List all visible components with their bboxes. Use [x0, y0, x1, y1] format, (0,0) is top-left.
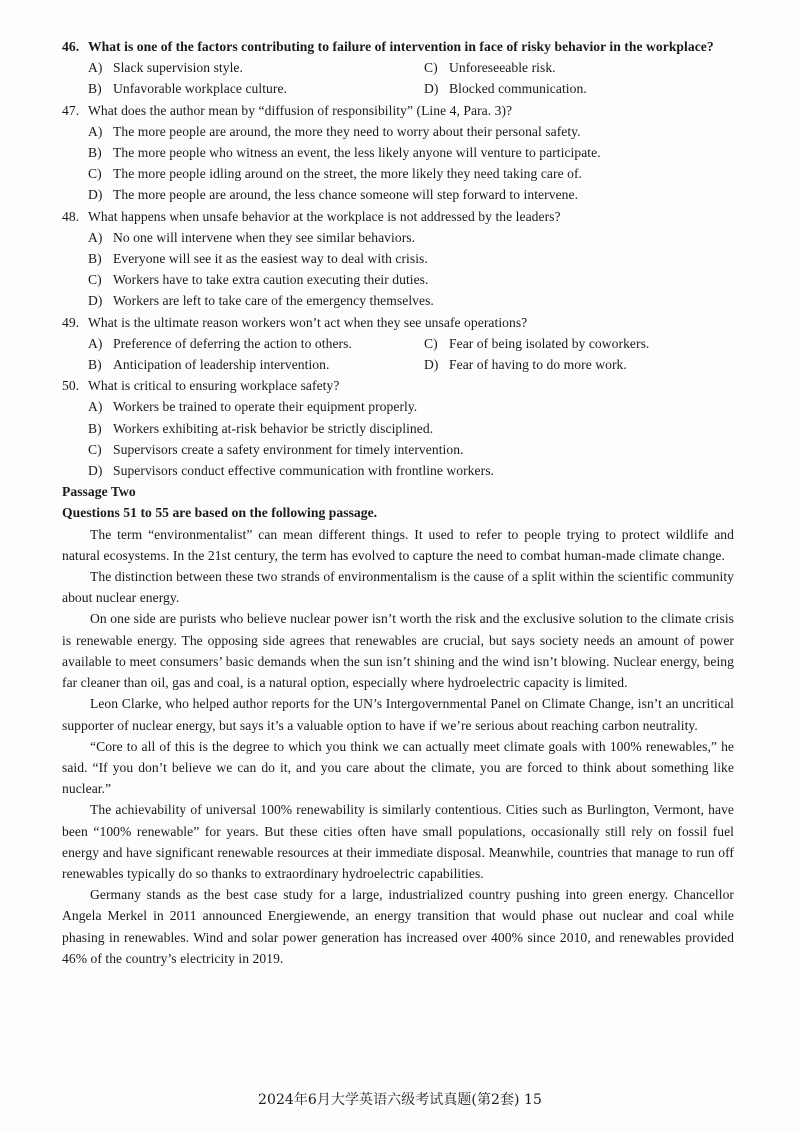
option-letter: B)	[88, 420, 102, 436]
option-text: The more people idling around on the street, the more likely they need taking care of.	[113, 166, 582, 182]
option-letter: D)	[424, 357, 439, 373]
option-text: Preference of deferring the action to others.	[113, 335, 352, 351]
option-text: Unforeseeable risk.	[449, 60, 556, 76]
question-46-option-b	[88, 78, 424, 99]
question-49-option-c	[424, 333, 760, 354]
option-text: No one will intervene when they see similar behaviors.	[113, 229, 416, 245]
option-letter: D)	[424, 81, 439, 97]
question-49-number: 49.	[62, 314, 80, 330]
passage-paragraph-5: “Core to all of this is the degree to which you think we can actually meet climate goals with 100% renewables,” he said. “If you don’t believe we can do it, and you care about the climate, you are forced to think about something like nuclear.”	[62, 738, 734, 797]
option-text: Blocked communication.	[449, 81, 587, 97]
option-letter: A)	[88, 399, 103, 415]
question-47-option-d	[88, 184, 734, 205]
option-letter: D)	[88, 187, 103, 203]
question-48-option-b	[88, 248, 734, 269]
option-text: Slack supervision style.	[113, 60, 243, 76]
passage-paragraph-3: On one side are purists who believe nuclear power isn’t worth the risk and the exclusive solution to the climate crisis is renewable energy. The opposing side agrees that renewables are crucial, but says society needs an amount of power available to meet consumers’ basic demands when the sun isn’t shining and the wind isn’t blowing. Nuclear energy, being far cleaner than oil, gas and coal, is a natural option, especially where hydroelectric capacity is limited.	[62, 611, 734, 691]
passage-paragraph-6: The achievability of universal 100% renewability is similarly contentious. Cities such as Burlington, Vermont, have been “100% renewable” for years. But these cities often have small populations, occasionally still rely on fossil fuel energy and have significant renewable resources at their immediate disposal. Meanwhile, countries that manage to run off renewables typically do so thanks to extraordinary hydroelectric capabilities.	[62, 802, 734, 881]
passage-paragraph-2: The distinction between these two strands of environmentalism is the cause of a split within the scientific community about nuclear energy.	[62, 569, 734, 606]
question-49-option-b	[88, 354, 424, 375]
option-letter: C)	[424, 60, 438, 76]
question-48-option-c	[88, 269, 734, 290]
question-50	[62, 375, 734, 481]
passage-body	[62, 524, 734, 969]
question-49-option-a	[88, 333, 424, 354]
question-46-number: 46.	[62, 39, 80, 54]
page-footer: 2024年6月大学英语六级考试真题(第2套) 15	[258, 1092, 542, 1108]
question-49	[62, 312, 734, 376]
option-text: Everyone will see it as the easiest way to deal with crisis.	[113, 251, 428, 267]
passage-title: Passage Two	[62, 484, 136, 500]
option-letter: B)	[88, 145, 102, 161]
question-50-options	[88, 396, 734, 481]
passage-paragraph-7: Germany stands as the best case study for a large, industrialized country pushing into green energy. Chancellor Angela Merkel in 2011 announced Energiewende, an energy transition that would phase out nuclear and coal while phasing in renewables. Wind and solar power generation has increased over 400% since 2010, and renewables provided 46% of the country’s electricity in 2019.	[62, 887, 734, 966]
option-text: The more people who witness an event, the less likely anyone will venture to participate.	[113, 145, 601, 161]
option-text: Fear of having to do more work.	[449, 357, 627, 373]
question-48-number: 48.	[62, 208, 80, 224]
question-48-option-a	[88, 227, 734, 248]
question-50-option-a	[88, 396, 734, 417]
question-47-stem	[62, 100, 734, 121]
option-text: The more people are around, the more they need to worry about their personal safety.	[113, 123, 581, 139]
question-49-text: What is the ultimate reason workers won’t act when they see unsafe operations?	[88, 314, 528, 330]
option-text: Workers are left to take care of the emergency themselves.	[113, 293, 434, 309]
question-48-stem	[62, 206, 734, 227]
option-letter: B)	[88, 251, 102, 267]
passage-paragraph-1: The term “environmentalist” can mean different things. It used to refer to people trying to protect wildlife and natural ecosystems. In the 21st century, the term has evolved to capture the need to combat human-made climate change.	[62, 526, 734, 563]
option-text: Fear of being isolated by coworkers.	[449, 335, 650, 351]
question-50-text: What is critical to ensuring workplace safety?	[88, 378, 340, 394]
question-47-text: What does the author mean by “diffusion of responsibility” (Line 4, Para. 3)?	[88, 102, 513, 118]
question-46-option-c	[424, 57, 760, 78]
option-text: Workers exhibiting at-risk behavior be strictly disciplined.	[113, 420, 434, 436]
option-letter: D)	[88, 293, 103, 309]
option-text: Workers have to take extra caution executing their duties.	[113, 272, 429, 288]
question-49-stem	[62, 312, 734, 333]
question-50-option-b	[88, 418, 734, 439]
option-text: Anticipation of leadership intervention.	[113, 357, 330, 373]
option-letter: A)	[88, 60, 103, 76]
passage-paragraph-4: Leon Clarke, who helped author reports for the UN’s Intergovernmental Panel on Climate Change, isn’t an uncritical supporter of nuclear energy, but says it’s a valuable option to have if we’re serious about reaching carbon neutrality.	[62, 696, 734, 733]
option-text: The more people are around, the less chance someone will step forward to intervene.	[113, 187, 579, 203]
question-48-options	[88, 227, 734, 312]
option-letter: C)	[424, 335, 438, 351]
question-47-options	[88, 121, 734, 206]
question-46-option-d	[424, 78, 760, 99]
page-content	[62, 36, 734, 969]
option-letter: C)	[88, 441, 102, 457]
question-48	[62, 206, 734, 312]
option-letter: D)	[88, 463, 103, 479]
question-47-option-a	[88, 121, 734, 142]
option-letter: A)	[88, 335, 103, 351]
question-50-number: 50.	[62, 378, 80, 394]
question-46-options	[88, 57, 760, 99]
option-letter: A)	[88, 229, 103, 245]
passage-instruction: Questions 51 to 55 are based on the following passage.	[62, 505, 378, 521]
option-letter: B)	[88, 357, 102, 373]
option-text: Unfavorable workplace culture.	[113, 81, 287, 97]
option-text: Workers be trained to operate their equipment properly.	[113, 399, 418, 415]
question-50-stem	[62, 375, 734, 396]
question-46-stem	[62, 36, 734, 57]
option-text: Supervisors conduct effective communication with frontline workers.	[113, 463, 494, 479]
option-letter: C)	[88, 166, 102, 182]
option-text: Supervisors create a safety environment for timely intervention.	[113, 441, 464, 457]
question-46-text: What is one of the factors contributing to failure of intervention in face of risky behavior in the workplace?	[88, 39, 714, 54]
question-47-option-c	[88, 163, 734, 184]
question-50-option-c	[88, 439, 734, 460]
question-47-option-b	[88, 142, 734, 163]
option-letter: B)	[88, 81, 102, 97]
question-46-option-a	[88, 57, 424, 78]
question-48-option-d	[88, 290, 734, 311]
question-50-option-d	[88, 460, 734, 481]
option-letter: A)	[88, 123, 103, 139]
question-49-options	[88, 333, 760, 375]
question-48-text: What happens when unsafe behavior at the workplace is not addressed by the leaders?	[88, 208, 561, 224]
question-49-option-d	[424, 354, 760, 375]
question-46	[62, 36, 734, 100]
question-47	[62, 100, 734, 206]
question-47-number: 47.	[62, 102, 80, 118]
option-letter: C)	[88, 272, 102, 288]
